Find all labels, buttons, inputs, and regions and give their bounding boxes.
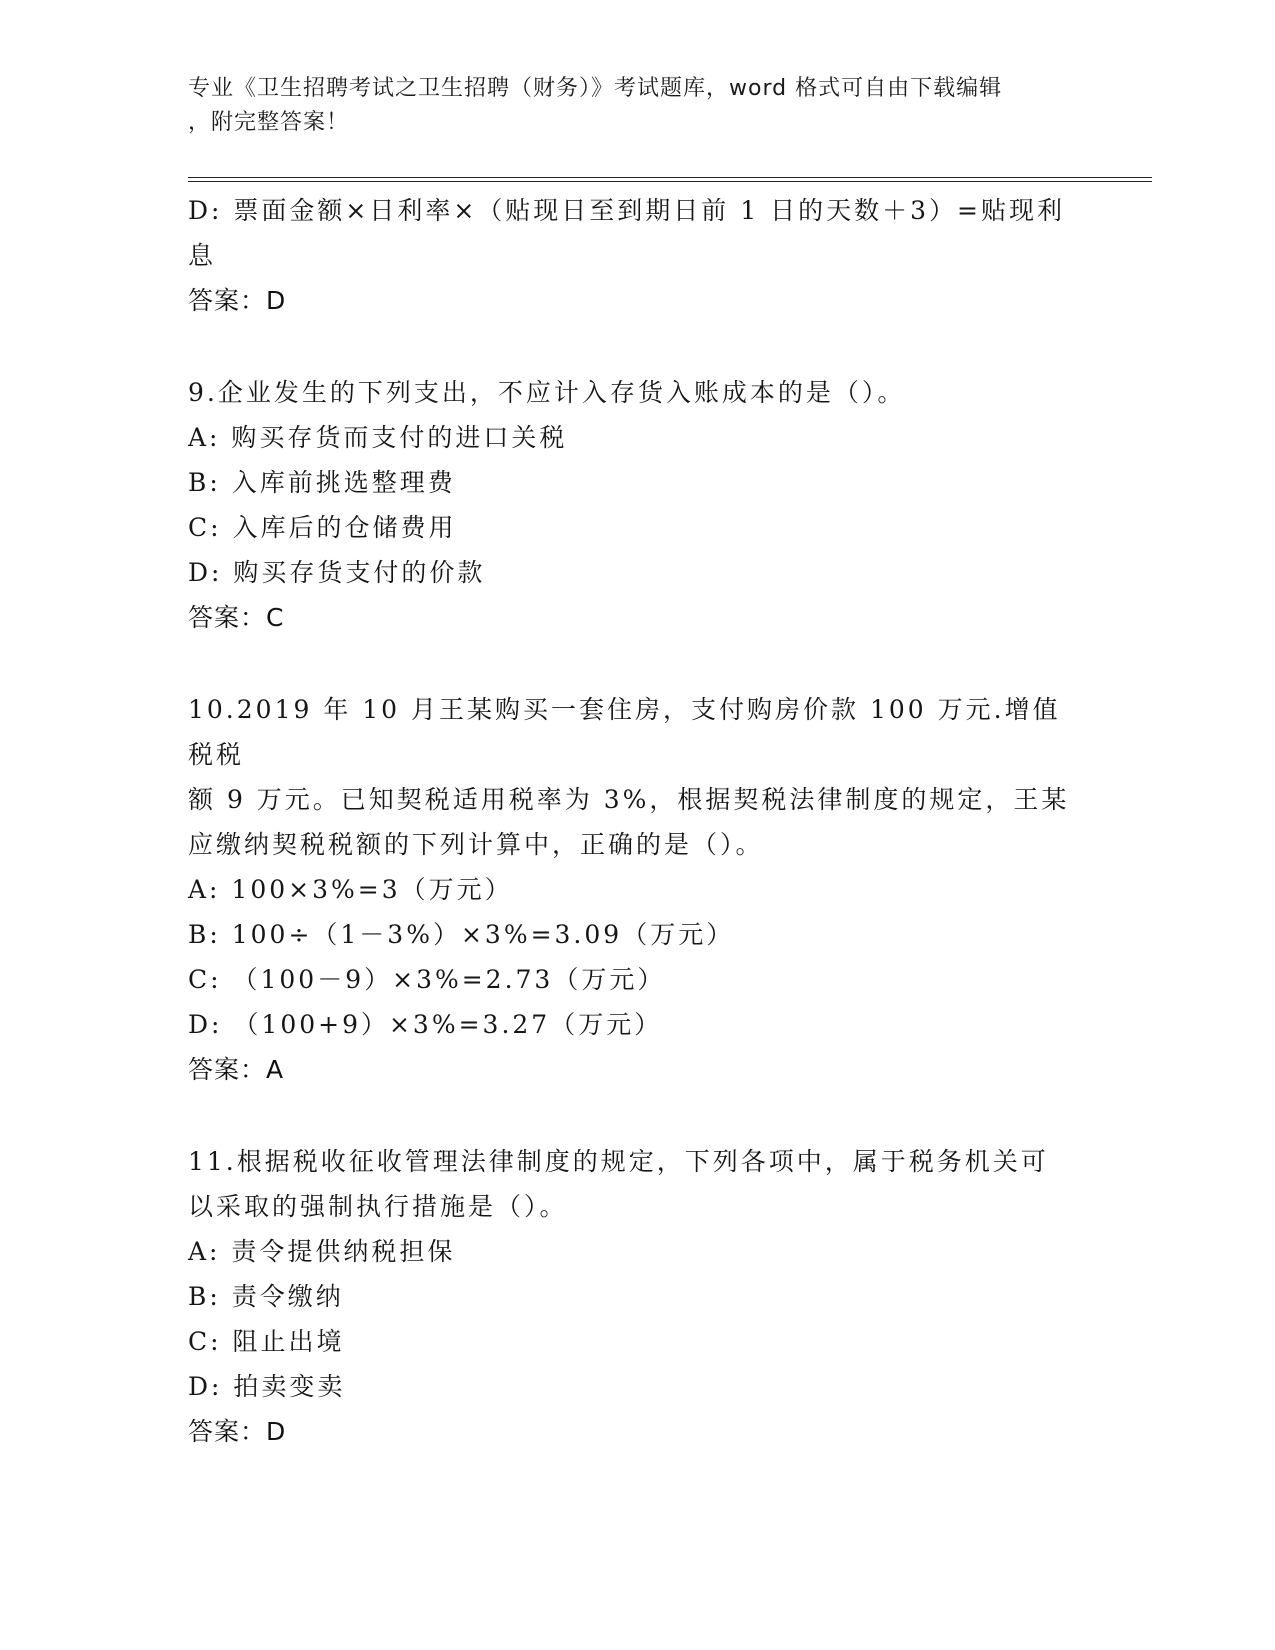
option-d-line-1: D: 票面金额×日利率×（贴现日至到期日前 1 日的天数＋3）=贴现利 bbox=[188, 196, 1065, 225]
answer-value: D bbox=[266, 286, 287, 315]
question-stem-line-3: 应缴纳契税税额的下列计算中，正确的是（）。 bbox=[188, 830, 764, 859]
option-c: C: 阻止出境 bbox=[188, 1327, 345, 1356]
option-a: A: 购买存货而支付的进口关税 bbox=[188, 423, 568, 452]
answer-line bbox=[188, 1409, 1088, 1454]
question-9 bbox=[188, 370, 1088, 640]
header-divider bbox=[188, 177, 1152, 182]
document-header bbox=[188, 72, 1068, 140]
option-c: C: 入库后的仓储费用 bbox=[188, 513, 457, 542]
question-content bbox=[188, 188, 1088, 1454]
answer-label: 答案： bbox=[188, 1055, 267, 1084]
answer-value: D bbox=[266, 1417, 287, 1446]
question-spacer bbox=[188, 1092, 1088, 1139]
option-c: C: （100－9）×3%=2.73（万元） bbox=[188, 965, 666, 994]
option-a: A: 100×3%=3（万元） bbox=[188, 875, 513, 904]
answer-line bbox=[188, 595, 1088, 640]
answer-line bbox=[188, 1047, 1088, 1092]
answer-value: A bbox=[266, 1055, 285, 1084]
question-spacer bbox=[188, 323, 1088, 370]
answer-label: 答案： bbox=[188, 603, 267, 632]
previous-question-tail bbox=[188, 188, 1088, 323]
question-stem-line-1: 11.根据税收征收管理法律制度的规定，下列各项中，属于税务机关可 bbox=[188, 1147, 1049, 1176]
question-stem-line-2: 以采取的强制执行措施是（）。 bbox=[188, 1192, 568, 1221]
answer-line bbox=[188, 278, 1088, 323]
answer-label: 答案： bbox=[188, 1417, 267, 1446]
question-stem-line-2: 额 9 万元。已知契税适用税率为 3%，根据契税法律制度的规定，王某 bbox=[188, 785, 1070, 814]
question-11 bbox=[188, 1139, 1088, 1454]
option-b: B: 100÷（1－3%）×3%=3.09（万元） bbox=[188, 920, 735, 949]
option-a: A: 责令提供纳税担保 bbox=[188, 1237, 456, 1266]
option-d: D: （100+9）×3%=3.27（万元） bbox=[188, 1010, 663, 1039]
option-d: D: 购买存货支付的价款 bbox=[188, 558, 486, 587]
option-b: B: 入库前挑选整理费 bbox=[188, 468, 456, 497]
question-stem: 9.企业发生的下列支出，不应计入存货入账成本的是（）。 bbox=[188, 378, 906, 407]
answer-label: 答案： bbox=[188, 286, 267, 315]
option-d-line-2: 息 bbox=[188, 241, 217, 270]
question-10 bbox=[188, 687, 1088, 1092]
header-line-2: ，附完整答案！ bbox=[188, 110, 350, 135]
answer-value: C bbox=[266, 603, 285, 632]
question-stem-line-1: 10.2019 年 10 月王某购买一套住房，支付购房价款 100 万元.增值税税 bbox=[188, 695, 1061, 769]
header-line-1: 专业《卫生招聘考试之卫生招聘（财务）》考试题库，word 格式可自由下载编辑 bbox=[188, 76, 1003, 101]
question-spacer bbox=[188, 640, 1088, 687]
option-b: B: 责令缴纳 bbox=[188, 1282, 344, 1311]
option-d: D: 拍卖变卖 bbox=[188, 1372, 346, 1401]
